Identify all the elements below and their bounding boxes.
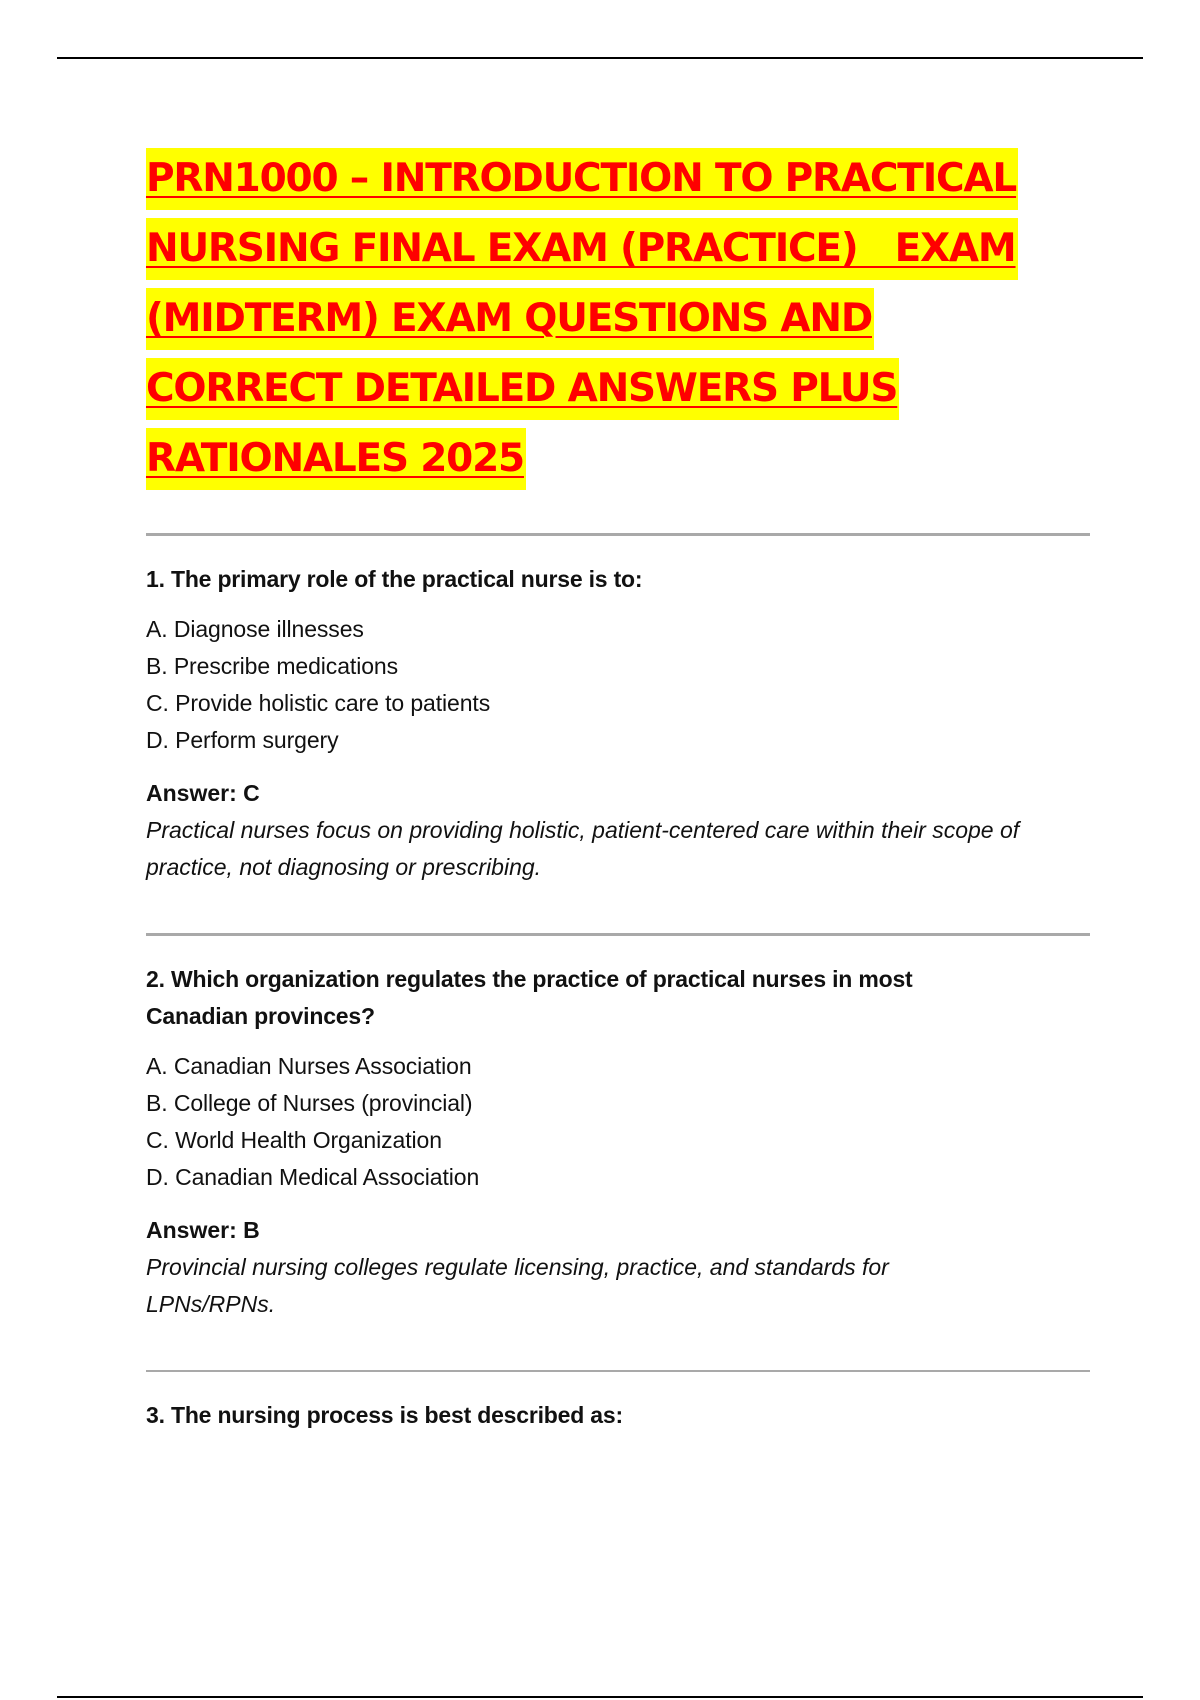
- option-c: C. Provide holistic care to patients: [146, 690, 491, 716]
- title-line: PRN1000 – INTRODUCTION TO PRACTICAL: [146, 148, 1076, 218]
- question-2: [146, 961, 1096, 1323]
- document-title: [146, 148, 1076, 498]
- section-divider: [146, 1370, 1090, 1372]
- answer-options: [146, 611, 1096, 759]
- question-text: 2. Which organization regulates the practice of practical nurses in most Canadian provinces?: [146, 966, 913, 1029]
- option-c: C. World Health Organization: [146, 1127, 442, 1153]
- question-3: [146, 1397, 1096, 1447]
- page-top-rule: [57, 57, 1143, 59]
- question-text: 3. The nursing process is best described as:: [146, 1402, 623, 1428]
- title-line: NURSING FINAL EXAM (PRACTICE) EXAM: [146, 218, 1076, 288]
- title-line: RATIONALES 2025: [146, 428, 1076, 498]
- answer-options: [146, 1048, 1096, 1196]
- answer-label: Answer: C: [146, 780, 260, 806]
- title-line: (MIDTERM) EXAM QUESTIONS AND: [146, 288, 1076, 358]
- option-b: B. College of Nurses (provincial): [146, 1090, 473, 1116]
- section-divider: [146, 933, 1090, 936]
- option-b: B. Prescribe medications: [146, 653, 398, 679]
- title-line: CORRECT DETAILED ANSWERS PLUS: [146, 358, 1076, 428]
- question-1: [146, 561, 1096, 886]
- option-a: A. Diagnose illnesses: [146, 616, 364, 642]
- answer-label: Answer: B: [146, 1217, 260, 1243]
- option-d: D. Canadian Medical Association: [146, 1164, 480, 1190]
- question-text: 1. The primary role of the practical nurse is to:: [146, 566, 643, 592]
- option-d: D. Perform surgery: [146, 727, 339, 753]
- rationale-text: Provincial nursing colleges regulate licensing, practice, and standards for LPNs/RPNs.: [146, 1254, 889, 1317]
- page-bottom-rule: [57, 1696, 1143, 1698]
- section-divider: [146, 533, 1090, 536]
- rationale-text: Practical nurses focus on providing holistic, patient-centered care within their scope of practice, not diagnosing or prescribing.: [146, 817, 1020, 880]
- option-a: A. Canadian Nurses Association: [146, 1053, 472, 1079]
